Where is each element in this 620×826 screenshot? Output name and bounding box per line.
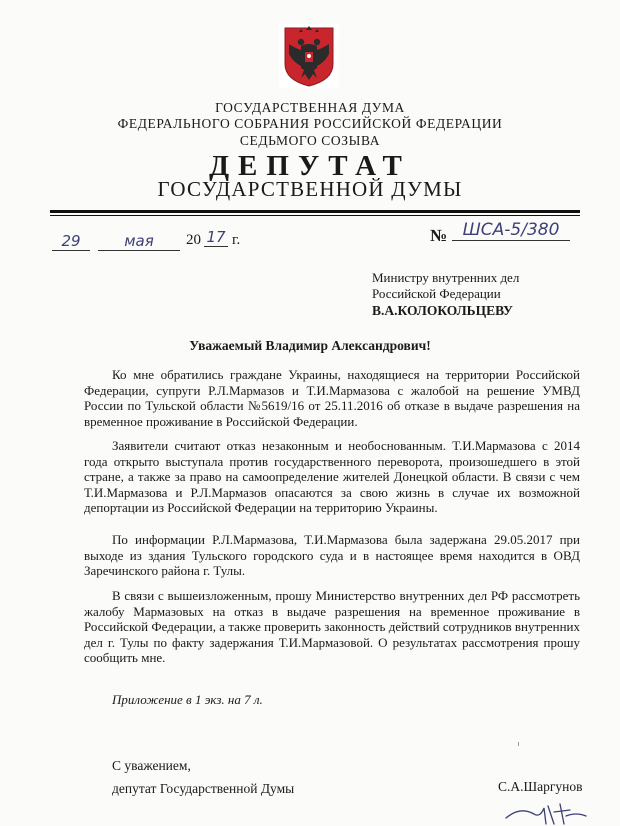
closing-position: депутат Государственной Думы xyxy=(112,781,295,796)
body-paragraph-1: Ко мне обратились граждане Украины, находящиеся на территории Российской Федерации, супруги Р.Л.Мармазов и Т.И.Мармазова с жалобой на решение УМВД России по Тульской области №5619/16 от 25.11.2016 об отказе в выдаче разрешения на временное проживание в Российской Федерации. xyxy=(84,367,580,429)
addressee-line-1: Министру внутренних дел xyxy=(372,270,520,285)
header-line-1: ГОСУДАРСТВЕННАЯ ДУМА xyxy=(215,100,405,115)
signer-name: С.А.Шаргунов xyxy=(498,779,583,794)
salutation: Уважаемый Владимир Александрович! xyxy=(189,338,431,353)
margin-mark xyxy=(518,742,519,746)
reference-number: ШСА-5/380 xyxy=(452,220,570,241)
header-subtitle: ГОСУДАРСТВЕННОЙ ДУМЫ xyxy=(157,177,463,201)
date-month: мая xyxy=(98,232,180,251)
header-line-2: ФЕДЕРАЛЬНОГО СОБРАНИЯ РОССИЙСКОЙ ФЕДЕРАЦИИ xyxy=(117,116,503,131)
reference-number-label: № xyxy=(430,226,448,245)
attachment-note: Приложение в 1 экз. на 7 л. xyxy=(112,692,263,707)
header-divider-thick xyxy=(50,210,580,213)
date-day: 29 xyxy=(52,232,90,251)
closing-regards: С уважением, xyxy=(112,758,191,773)
header-line-3: СЕДЬМОГО СОЗЫВА xyxy=(239,133,381,148)
date-suffix: г. xyxy=(232,232,241,248)
addressee-line-2: Российской Федерации xyxy=(372,286,501,301)
header-divider-thin xyxy=(50,215,580,216)
addressee-name: В.А.КОЛОКОЛЬЦЕВУ xyxy=(372,303,513,318)
header-title: ДЕПУТАТ xyxy=(209,150,411,182)
body-paragraph-2: Заявители считают отказ незаконным и необоснованным. Т.И.Мармазова с 2014 года открыто выступала против государственного переворота, произошедшего в этой стране, а также за право на самоопределение жителей Донецкой области. В связи с чем Т.И.Мармазова и Р.Л.Мармазов опасаются за свою жизнь в случае их возможной депортации из Российской Федерации на территорию Украины. xyxy=(84,438,580,515)
date-year-printed: 20 xyxy=(186,232,201,248)
coat-of-arms-emblem xyxy=(279,24,339,88)
date-year-handwritten: 17 xyxy=(204,228,228,247)
body-paragraph-4: В связи с вышеизложенным, прошу Министерство внутренних дел РФ рассмотреть жалобу Мармазовых на отказ в выдаче разрешения на временное проживание в Российской Федерации, а также проверить законность действий сотрудников внутренних дел г. Тулы по факту задержания Т.И.Мармазовой. О результатах рассмотрения прошу сообщить мне. xyxy=(84,588,580,665)
body-paragraph-3: По информации Р.Л.Мармазова, Т.И.Мармазова была задержана 29.05.2017 при выходе из здания Тульского городского суда и в настоящее время находится в ОВД Заречинского района г. Тулы. xyxy=(84,532,580,578)
addressee-block xyxy=(372,270,519,319)
handwritten-signature xyxy=(500,798,590,826)
